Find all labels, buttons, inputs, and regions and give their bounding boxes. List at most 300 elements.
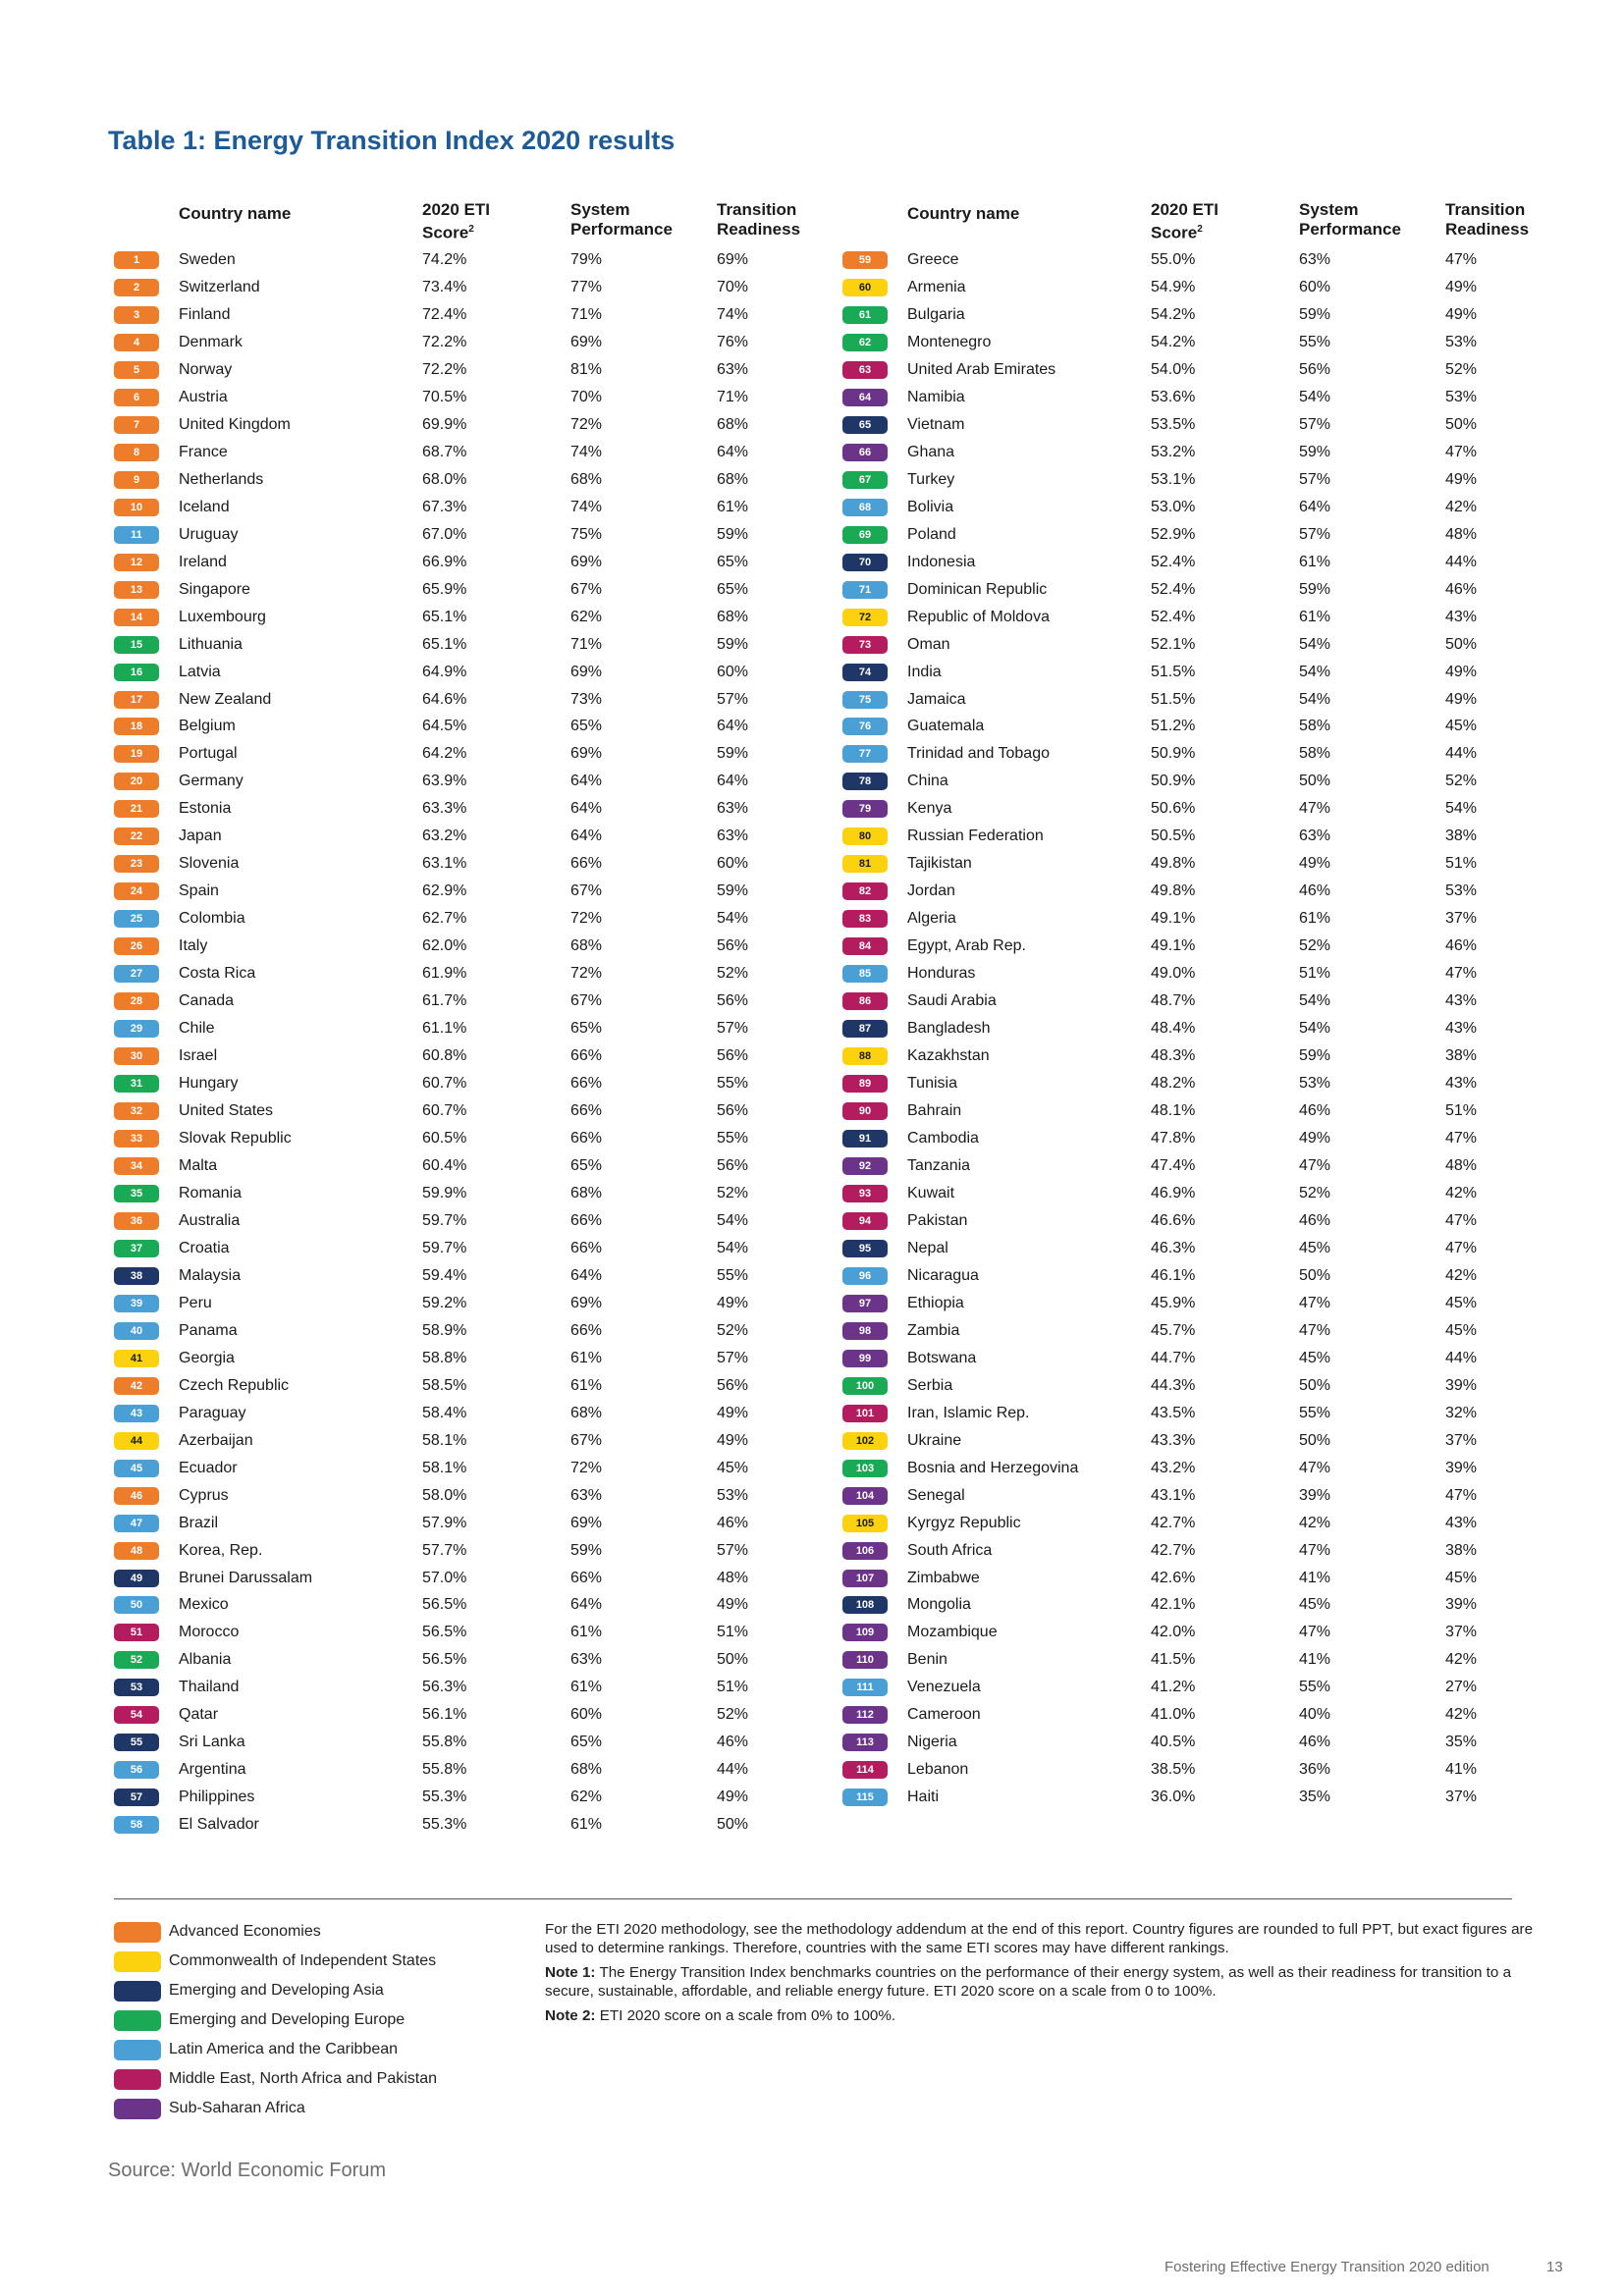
transition-readiness: 59% (717, 525, 749, 543)
rank-badge: 52 (114, 1651, 159, 1669)
transition-readiness: 63% (717, 800, 749, 818)
rank-badge: 25 (114, 910, 159, 928)
system-performance: 71% (570, 305, 603, 323)
note-1: Note 1: The Energy Transition Index benchmarks countries on the performance of their energy system, as well as their readiness for transition to a secure, sustainable, affordable, and reliable energy future. ETI 2020 score on a scale from 0 to 100%. (545, 1964, 1512, 2000)
rank-badge: 76 (842, 718, 888, 735)
country-name: Egypt, Arab Rep. (907, 937, 1026, 955)
rank-badge: 3 (114, 306, 159, 324)
country-name: Poland (907, 525, 956, 543)
country-name: Philippines (179, 1789, 255, 1806)
country-name: Mozambique (907, 1624, 998, 1641)
rank-badge: 96 (842, 1267, 888, 1285)
table-row (842, 577, 1559, 605)
table-row (114, 1043, 831, 1071)
table-row (842, 1785, 1559, 1812)
legend-swatch (114, 2010, 161, 2031)
rank-badge: 98 (842, 1322, 888, 1340)
eti-score: 52.1% (1151, 635, 1196, 653)
eti-score: 59.7% (422, 1211, 467, 1229)
transition-readiness: 53% (1445, 333, 1478, 350)
system-performance: 49% (1299, 1130, 1331, 1147)
table-row (114, 988, 831, 1016)
system-performance: 52% (1299, 1184, 1331, 1201)
system-performance: 68% (570, 470, 603, 488)
rank-badge: 57 (114, 1789, 159, 1806)
transition-readiness: 44% (1445, 1349, 1478, 1366)
rank-badge: 34 (114, 1157, 159, 1175)
transition-readiness: 39% (1445, 1459, 1478, 1476)
eti-score: 46.6% (1151, 1211, 1196, 1229)
rank-badge: 56 (114, 1761, 159, 1779)
system-performance: 66% (570, 1130, 603, 1147)
country-name: Estonia (179, 800, 232, 818)
country-name: Trinidad and Tobago (907, 745, 1050, 763)
rank-badge: 113 (842, 1734, 888, 1751)
transition-readiness: 61% (717, 498, 749, 515)
table-row (114, 1456, 831, 1483)
transition-readiness: 46% (1445, 937, 1478, 955)
rank-badge: 99 (842, 1350, 888, 1367)
rank-badge: 55 (114, 1734, 159, 1751)
system-performance: 45% (1299, 1239, 1331, 1256)
table-row (842, 714, 1559, 741)
eti-score: 42.7% (1151, 1514, 1196, 1531)
rank-badge: 79 (842, 800, 888, 818)
eti-score: 43.2% (1151, 1459, 1196, 1476)
eti-score: 55.8% (422, 1734, 467, 1751)
system-performance: 47% (1299, 1541, 1331, 1559)
eti-score: 63.9% (422, 773, 467, 790)
country-name: Pakistan (907, 1211, 968, 1229)
system-performance: 77% (570, 278, 603, 295)
rank-badge: 82 (842, 882, 888, 900)
eti-score: 63.3% (422, 800, 467, 818)
system-performance: 46% (1299, 1734, 1331, 1751)
eti-score: 43.1% (1151, 1486, 1196, 1504)
country-name: Bulgaria (907, 305, 965, 323)
system-performance: 64% (570, 1596, 603, 1614)
eti-score: 53.6% (1151, 388, 1196, 405)
rank-badge: 35 (114, 1185, 159, 1202)
system-performance: 61% (570, 1816, 603, 1834)
table-row (114, 1208, 831, 1236)
transition-readiness: 47% (1445, 251, 1478, 268)
transition-readiness: 50% (717, 1651, 749, 1669)
transition-readiness: 76% (717, 333, 749, 350)
eti-score: 66.9% (422, 553, 467, 570)
table-row (842, 660, 1559, 687)
transition-readiness: 74% (717, 305, 749, 323)
eti-score: 65.9% (422, 580, 467, 598)
system-performance: 52% (1299, 937, 1331, 955)
eti-score: 49.8% (1151, 855, 1196, 873)
country-name: Australia (179, 1211, 241, 1229)
system-performance: 68% (570, 1761, 603, 1779)
country-name: Ecuador (179, 1459, 238, 1476)
system-performance: 59% (1299, 580, 1331, 598)
transition-readiness: 37% (1445, 1789, 1478, 1806)
transition-readiness: 56% (717, 1156, 749, 1174)
eti-score: 60.7% (422, 1102, 467, 1120)
legend-label: Middle East, North Africa and Pakistan (169, 2070, 438, 2087)
eti-score: 59.7% (422, 1239, 467, 1256)
system-performance: 69% (570, 333, 603, 350)
header-system-performance: System Performance (1299, 200, 1401, 239)
eti-score: 72.2% (422, 333, 467, 350)
country-name: Ukraine (907, 1431, 962, 1449)
transition-readiness: 50% (1445, 415, 1478, 433)
transition-readiness: 38% (1445, 828, 1478, 845)
rank-badge: 11 (114, 526, 159, 544)
transition-readiness: 35% (1445, 1734, 1478, 1751)
eti-score: 57.7% (422, 1541, 467, 1559)
transition-readiness: 54% (717, 1239, 749, 1256)
country-name: Malaysia (179, 1266, 242, 1284)
eti-score: 42.0% (1151, 1624, 1196, 1641)
rank-badge: 67 (842, 471, 888, 489)
table-row (842, 1730, 1559, 1757)
system-performance: 73% (570, 690, 603, 708)
eti-score: 58.0% (422, 1486, 467, 1504)
header-score: 2020 ETI Score$^2$ (1151, 200, 1218, 242)
transition-readiness: 68% (717, 415, 749, 433)
eti-score: 46.1% (1151, 1266, 1196, 1284)
rank-badge: 14 (114, 609, 159, 626)
table-row (842, 1181, 1559, 1208)
table-row (114, 851, 831, 879)
eti-score: 64.5% (422, 718, 467, 735)
country-name: Bolivia (907, 498, 954, 515)
transition-readiness: 71% (717, 388, 749, 405)
rank-badge: 90 (842, 1102, 888, 1120)
rank-badge: 89 (842, 1075, 888, 1093)
system-performance: 54% (1299, 1020, 1331, 1038)
eti-score: 36.0% (1151, 1789, 1196, 1806)
eti-score: 64.2% (422, 745, 467, 763)
country-name: Luxembourg (179, 608, 266, 625)
eti-score: 57.0% (422, 1569, 467, 1586)
transition-readiness: 56% (717, 937, 749, 955)
transition-readiness: 45% (1445, 1294, 1478, 1311)
country-name: Armenia (907, 278, 966, 295)
eti-score: 41.5% (1151, 1651, 1196, 1669)
transition-readiness: 37% (1445, 1624, 1478, 1641)
notes (545, 1920, 1556, 2031)
transition-readiness: 50% (1445, 635, 1478, 653)
country-name: Cameroon (907, 1706, 981, 1724)
country-name: Mongolia (907, 1596, 971, 1614)
rank-badge: 27 (114, 965, 159, 983)
transition-readiness: 69% (717, 251, 749, 268)
rank-badge: 109 (842, 1624, 888, 1641)
system-performance: 47% (1299, 1321, 1331, 1339)
eti-score: 48.1% (1151, 1102, 1196, 1120)
table-row (842, 440, 1559, 467)
note-2: Note 2: ETI 2020 score on a scale from 0% to 100%. (545, 2007, 896, 2024)
table-row (114, 714, 831, 741)
system-performance: 69% (570, 745, 603, 763)
country-name: Sri Lanka (179, 1734, 245, 1751)
transition-readiness: 43% (1445, 1075, 1478, 1093)
eti-score: 49.8% (1151, 882, 1196, 900)
system-performance: 54% (1299, 635, 1331, 653)
system-performance: 74% (570, 498, 603, 515)
eti-score: 55.8% (422, 1761, 467, 1779)
table-row (114, 1373, 831, 1401)
table-row (114, 385, 831, 412)
transition-readiness: 49% (717, 1431, 749, 1449)
rank-badge: 62 (842, 334, 888, 351)
country-name: Zambia (907, 1321, 960, 1339)
system-performance: 66% (570, 855, 603, 873)
rank-badge: 53 (114, 1679, 159, 1696)
transition-readiness: 56% (717, 992, 749, 1010)
country-name: Tanzania (907, 1156, 971, 1174)
country-name: Sweden (179, 251, 236, 268)
eti-score: 47.8% (1151, 1130, 1196, 1147)
transition-readiness: 46% (717, 1734, 749, 1751)
transition-readiness: 56% (717, 1376, 749, 1394)
transition-readiness: 49% (717, 1596, 749, 1614)
country-name: Russian Federation (907, 828, 1044, 845)
transition-readiness: 45% (717, 1459, 749, 1476)
transition-readiness: 50% (717, 1816, 749, 1834)
transition-readiness: 49% (717, 1789, 749, 1806)
system-performance: 45% (1299, 1596, 1331, 1614)
country-name: Vietnam (907, 415, 965, 433)
transition-readiness: 49% (1445, 663, 1478, 680)
table-row (842, 988, 1559, 1016)
system-performance: 61% (1299, 608, 1331, 625)
transition-readiness: 47% (1445, 1211, 1478, 1229)
transition-readiness: 44% (1445, 745, 1478, 763)
country-name: United Arab Emirates (907, 360, 1056, 378)
system-performance: 67% (570, 580, 603, 598)
country-name: Saudi Arabia (907, 992, 997, 1010)
rank-badge: 5 (114, 361, 159, 379)
eti-score: 59.2% (422, 1294, 467, 1311)
table-row (842, 1098, 1559, 1126)
results-table-left (114, 200, 831, 1840)
table-row (842, 1483, 1559, 1511)
table-row (842, 495, 1559, 522)
eti-score: 67.0% (422, 525, 467, 543)
table-row (114, 879, 831, 906)
transition-readiness: 48% (717, 1569, 749, 1586)
country-name: Brazil (179, 1514, 219, 1531)
country-name: United States (179, 1102, 274, 1120)
transition-readiness: 39% (1445, 1376, 1478, 1394)
system-performance: 66% (570, 1102, 603, 1120)
eti-score: 63.1% (422, 855, 467, 873)
country-name: Korea, Rep. (179, 1541, 263, 1559)
eti-score: 61.1% (422, 1020, 467, 1038)
system-performance: 69% (570, 663, 603, 680)
country-name: Croatia (179, 1239, 230, 1256)
table-row (114, 824, 831, 851)
table-row (842, 302, 1559, 330)
country-name: Israel (179, 1047, 218, 1065)
methodology-note: For the ETI 2020 methodology, see the methodology addendum at the end of this report. Country figures are rounded to full PPT, but exact figures are used to determine rankings. Therefore, countries with the same ETI scores may have different rankings. (545, 1921, 1534, 1956)
country-name: Dominican Republic (907, 580, 1048, 598)
rank-badge: 92 (842, 1157, 888, 1175)
rank-badge: 65 (842, 416, 888, 434)
rank-badge: 72 (842, 609, 888, 626)
rank-badge: 77 (842, 745, 888, 763)
transition-readiness: 63% (717, 360, 749, 378)
transition-readiness: 63% (717, 828, 749, 845)
system-performance: 61% (1299, 910, 1331, 928)
transition-readiness: 55% (717, 1130, 749, 1147)
eti-score: 58.8% (422, 1349, 467, 1366)
eti-score: 54.2% (1151, 333, 1196, 350)
transition-readiness: 51% (1445, 855, 1478, 873)
table-row (114, 906, 831, 934)
rank-badge: 91 (842, 1130, 888, 1148)
rank-badge: 21 (114, 800, 159, 818)
table-row (842, 1401, 1559, 1428)
table-row (114, 741, 831, 769)
table-row (114, 1263, 831, 1291)
rank-badge: 51 (114, 1624, 159, 1641)
table-row (114, 1098, 831, 1126)
legend-label: Commonwealth of Independent States (169, 1952, 437, 1969)
system-performance: 42% (1299, 1514, 1331, 1531)
country-name: Kuwait (907, 1184, 955, 1201)
country-name: South Africa (907, 1541, 993, 1559)
transition-readiness: 49% (717, 1404, 749, 1421)
transition-readiness: 44% (717, 1761, 749, 1779)
rank-badge: 86 (842, 992, 888, 1010)
country-name: Latvia (179, 663, 221, 680)
table-row (114, 1592, 831, 1620)
table-row (842, 467, 1559, 495)
system-performance: 72% (570, 910, 603, 928)
country-name: Mexico (179, 1596, 229, 1614)
rank-badge: 83 (842, 910, 888, 928)
country-name: Ghana (907, 443, 955, 460)
table-row (842, 1318, 1559, 1346)
transition-readiness: 48% (1445, 525, 1478, 543)
rank-badge: 49 (114, 1570, 159, 1587)
transition-readiness: 52% (1445, 360, 1478, 378)
transition-readiness: 49% (1445, 278, 1478, 295)
country-name: Italy (179, 937, 208, 955)
table-row (842, 550, 1559, 577)
rank-badge: 42 (114, 1377, 159, 1395)
table-row (842, 1566, 1559, 1593)
country-name: Norway (179, 360, 233, 378)
table-row (842, 412, 1559, 440)
eti-score: 67.3% (422, 498, 467, 515)
eti-score: 50.9% (1151, 773, 1196, 790)
country-name: Haiti (907, 1789, 940, 1806)
table-rows (114, 247, 831, 1840)
eti-score: 58.5% (422, 1376, 467, 1394)
eti-score: 51.2% (1151, 718, 1196, 735)
rank-badge: 112 (842, 1706, 888, 1724)
rank-badge: 24 (114, 882, 159, 900)
rank-badge: 19 (114, 745, 159, 763)
transition-readiness: 54% (1445, 800, 1478, 818)
table-row (114, 961, 831, 988)
eti-score: 42.1% (1151, 1596, 1196, 1614)
legend-swatch (114, 2069, 161, 2090)
rank-badge: 101 (842, 1405, 888, 1422)
system-performance: 66% (570, 1211, 603, 1229)
transition-readiness: 49% (717, 1294, 749, 1311)
country-name: Iceland (179, 498, 230, 515)
eti-score: 58.9% (422, 1321, 467, 1339)
transition-readiness: 54% (717, 1211, 749, 1229)
system-performance: 47% (1299, 1459, 1331, 1476)
transition-readiness: 47% (1445, 443, 1478, 460)
eti-score: 59.4% (422, 1266, 467, 1284)
transition-readiness: 57% (717, 1349, 749, 1366)
eti-score: 60.7% (422, 1075, 467, 1093)
eti-score: 73.4% (422, 278, 467, 295)
rank-badge: 106 (842, 1542, 888, 1560)
page-number: 13 (1546, 2259, 1563, 2275)
rank-badge: 66 (842, 444, 888, 461)
system-performance: 72% (570, 415, 603, 433)
country-name: Bangladesh (907, 1020, 991, 1038)
system-performance: 57% (1299, 525, 1331, 543)
eti-score: 65.1% (422, 608, 467, 625)
country-name: Switzerland (179, 278, 260, 295)
table-row (842, 687, 1559, 715)
table-row (842, 1263, 1559, 1291)
table-row (842, 1538, 1559, 1566)
country-name: Botswana (907, 1349, 977, 1366)
transition-readiness: 57% (717, 1020, 749, 1038)
rank-badge: 63 (842, 361, 888, 379)
table-row (114, 1730, 831, 1757)
country-name: Slovak Republic (179, 1130, 292, 1147)
transition-readiness: 47% (1445, 1130, 1478, 1147)
table-row (842, 1071, 1559, 1098)
rank-badge: 60 (842, 279, 888, 296)
table-row (114, 1428, 831, 1456)
rank-badge: 33 (114, 1130, 159, 1148)
transition-readiness: 68% (717, 608, 749, 625)
table-row (842, 1675, 1559, 1702)
eti-score: 51.5% (1151, 690, 1196, 708)
system-performance: 62% (570, 1789, 603, 1806)
rank-badge: 69 (842, 526, 888, 544)
rank-badge: 73 (842, 636, 888, 654)
eti-score: 43.5% (1151, 1404, 1196, 1421)
rank-badge: 22 (114, 828, 159, 845)
table-row (842, 1043, 1559, 1071)
table-row (114, 577, 831, 605)
table-row (114, 1318, 831, 1346)
table-row (842, 1126, 1559, 1153)
eti-score: 41.0% (1151, 1706, 1196, 1724)
legend-swatch (114, 2099, 161, 2119)
system-performance: 57% (1299, 415, 1331, 433)
country-name: Qatar (179, 1706, 219, 1724)
eti-score: 53.2% (1151, 443, 1196, 460)
table-row (842, 330, 1559, 357)
transition-readiness: 47% (1445, 1486, 1478, 1504)
table-row (114, 1126, 831, 1153)
eti-score: 68.7% (422, 443, 467, 460)
system-performance: 61% (570, 1376, 603, 1394)
eti-score: 62.9% (422, 882, 467, 900)
rank-badge: 40 (114, 1322, 159, 1340)
country-name: Benin (907, 1651, 947, 1669)
